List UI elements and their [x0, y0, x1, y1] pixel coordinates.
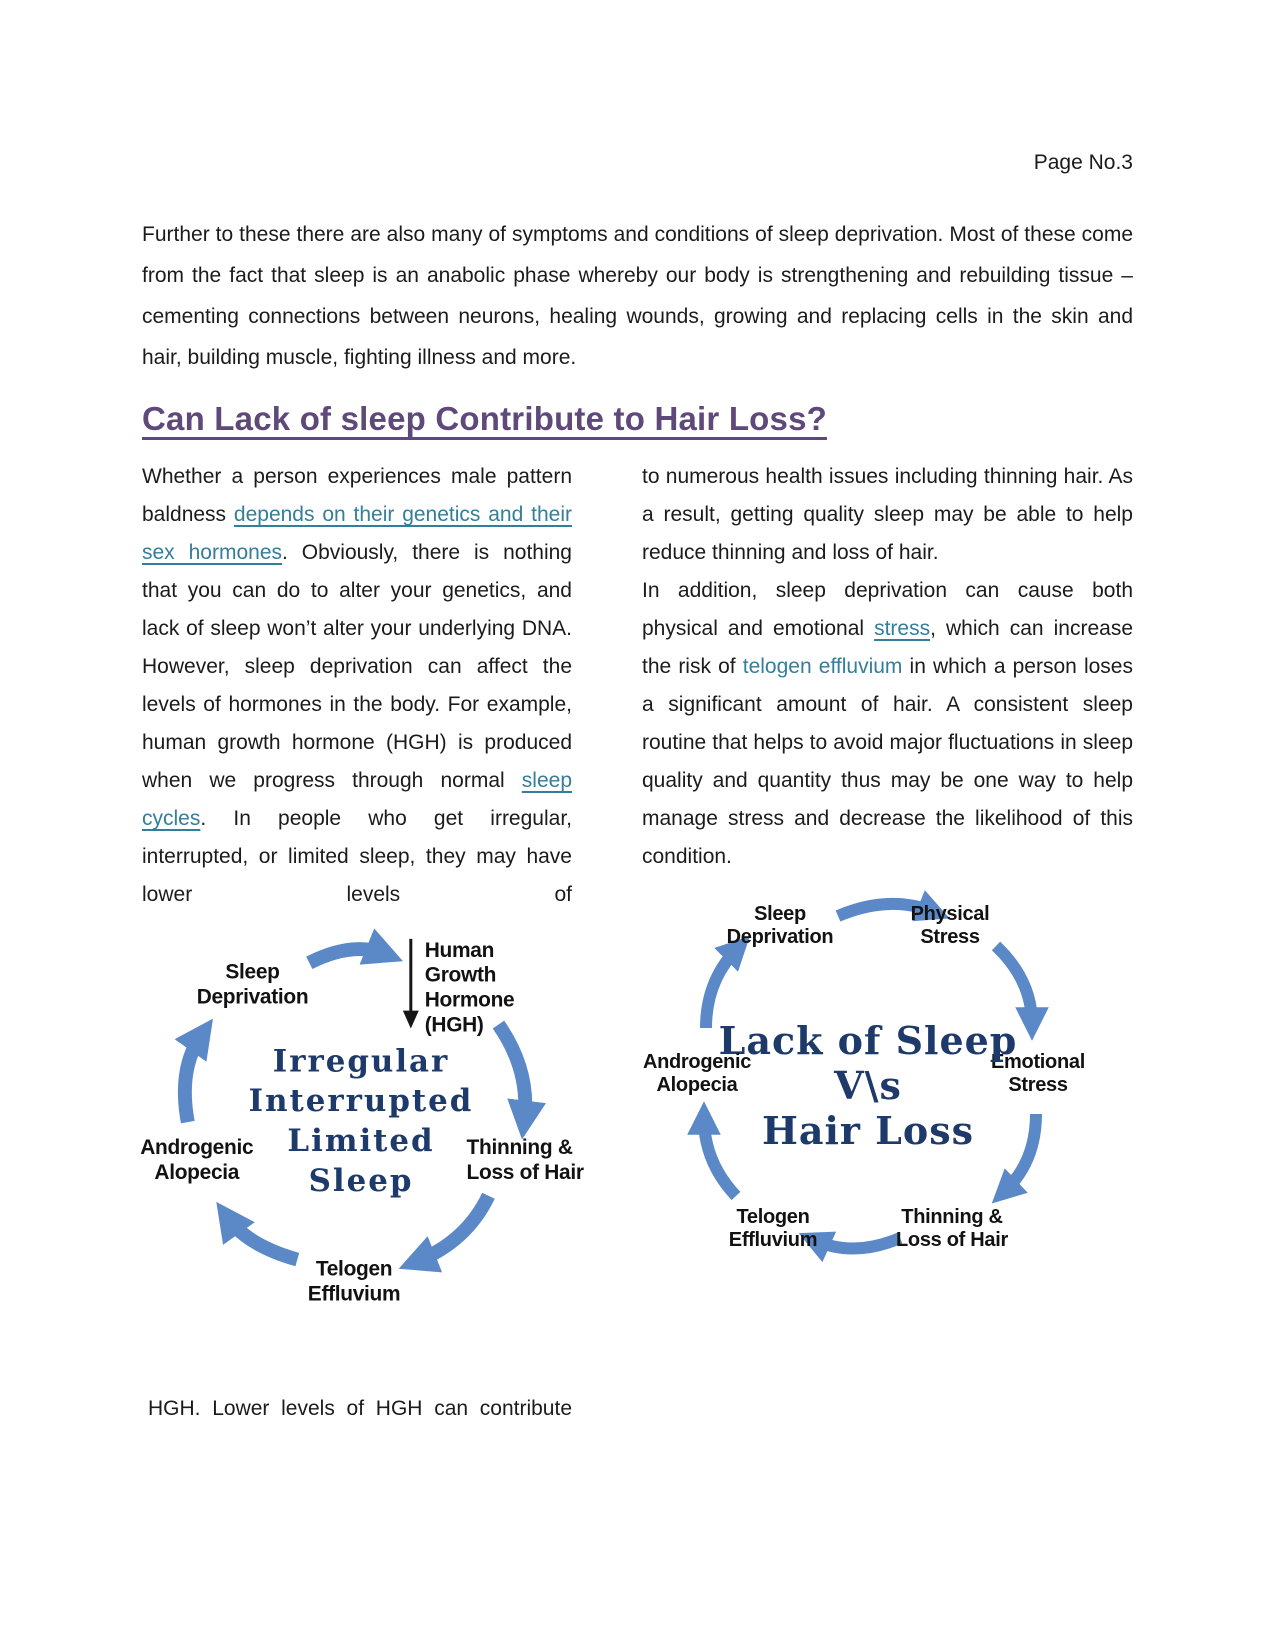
cycle-arrow-bottom-left: [228, 1218, 298, 1260]
node-emotional-stress: Stress: [1008, 1074, 1068, 1096]
node-thinning-loss: Loss of Hair: [466, 1160, 584, 1184]
node-hgh: Hormone: [424, 988, 515, 1012]
section-heading: Can Lack of sleep Contribute to Hair Loss?: [142, 400, 827, 437]
left-column: [140, 458, 584, 1428]
node-telogen-effluvium: Telogen: [315, 1257, 393, 1281]
node-telogen-effluvium: Effluvium: [307, 1282, 401, 1306]
node-sleep-deprivation: Deprivation: [196, 985, 309, 1009]
right-column-paragraph-1: to numerous health issues including thinning hair. As a result, getting quality sleep may be able to help reduce thinning and loss of hair.: [642, 465, 1133, 564]
cycle-arrow-right-lower: [1004, 1114, 1036, 1192]
cycle-arrow-left: [185, 1035, 202, 1123]
left-column-continuation: HGH. Lower levels of HGH can contribute: [148, 1397, 572, 1420]
cycle-arrow-right: [498, 1025, 525, 1121]
text-run: In addition, sleep deprivation can cause both physical and emotional: [642, 579, 1133, 640]
page-number: Page No.3: [1033, 151, 1133, 174]
intro-paragraph: Further to these there are also many of symptoms and conditions of sleep deprivation. Most of these come from the fact that sleep is an anabolic phase whereby our body is strengthening and rebuilding tissue – cementing connections between neurons, healing wounds, growing and replacing cells in the skin and hair, building muscle, fighting illness and more.: [142, 223, 1133, 369]
node-hgh: Growth: [424, 963, 497, 987]
node-androgenic-alopecia: Androgenic: [140, 1135, 254, 1159]
cycle-arrow-left-lower: [704, 1118, 736, 1196]
text-run: . Obviously, there is nothing that you can do to alter your genetics, and lack of sleep won’t alter your underlying DNA. However, sleep deprivation can affect the levels of hormones in the body. For example, human growth hormone (HGH) is produced when we progress through normal: [142, 541, 572, 792]
node-thinning-loss: Loss of Hair: [896, 1229, 1008, 1251]
node-androgenic-alopecia: Androgenic: [642, 1051, 752, 1073]
node-androgenic-alopecia: Alopecia: [656, 1074, 738, 1096]
node-hgh: (HGH): [424, 1013, 484, 1037]
cycle-arrow-left-upper: [706, 948, 738, 1028]
node-physical-stress: Physical: [910, 903, 990, 925]
node-sleep-deprivation: Deprivation: [726, 926, 834, 948]
node-sleep-deprivation: Sleep: [754, 903, 806, 925]
cycle-arrow-bottom-right: [417, 1196, 489, 1262]
node-thinning-loss: Thinning &: [466, 1135, 573, 1159]
diagram-center-title: Hair Loss: [761, 1108, 975, 1153]
sleep-cycle-diagram-left: [140, 926, 598, 1376]
sleep-vs-hairloss-diagram-right: [640, 886, 1130, 1316]
node-emotional-stress: Emotional: [991, 1051, 1085, 1073]
text-run: , which can increase the risk of: [642, 617, 1133, 678]
hyperlink[interactable]: sleep cycles: [142, 769, 572, 830]
hgh-decrease-arrow-head: [403, 1011, 419, 1029]
diagram-center-title: Lack of Sleep: [718, 1018, 1018, 1063]
hyperlink[interactable]: depends on their genetics and their sex hormones: [142, 503, 572, 564]
node-sleep-deprivation: Sleep: [225, 960, 280, 984]
diagram-center-title: Irregular: [272, 1043, 450, 1080]
node-thinning-loss: Thinning &: [901, 1206, 1003, 1228]
cycle-arrow-top: [309, 949, 385, 963]
cycle-arrow-bottom: [814, 1238, 900, 1249]
left-column-paragraph: [142, 458, 572, 914]
node-telogen-effluvium: Effluvium: [728, 1229, 818, 1251]
highlighted-term: telogen effluvium: [742, 655, 903, 678]
text-run: in which a person loses a significant amount of hair. A consistent sleep routine that helps to avoid major fluctuations in sleep quality and quantity thus may be one way to help manage stress and decrease the likelihood of this condition.: [642, 655, 1133, 868]
cycle-arrow-right-upper: [996, 946, 1032, 1024]
right-column: [642, 458, 1133, 1316]
diagram-center-title: V\s: [834, 1063, 902, 1108]
text-run: Whether a person experiences male pattern baldness: [142, 465, 572, 526]
hyperlink[interactable]: stress: [874, 617, 931, 640]
diagram-center-title: Sleep: [308, 1162, 414, 1199]
diagram-center-title: Interrupted: [248, 1083, 474, 1120]
diagram-center-title: Limited: [287, 1123, 435, 1159]
right-column-paragraph-2: [642, 572, 1133, 876]
text-run: . In people who get irregular, interrupted, or limited sleep, they may have lower levels of: [142, 807, 572, 906]
node-hgh: Human: [424, 938, 495, 962]
node-androgenic-alopecia: Alopecia: [154, 1160, 240, 1184]
two-column-section: [142, 458, 1133, 1428]
node-telogen-effluvium: Telogen: [736, 1206, 810, 1228]
node-physical-stress: Stress: [920, 926, 980, 948]
